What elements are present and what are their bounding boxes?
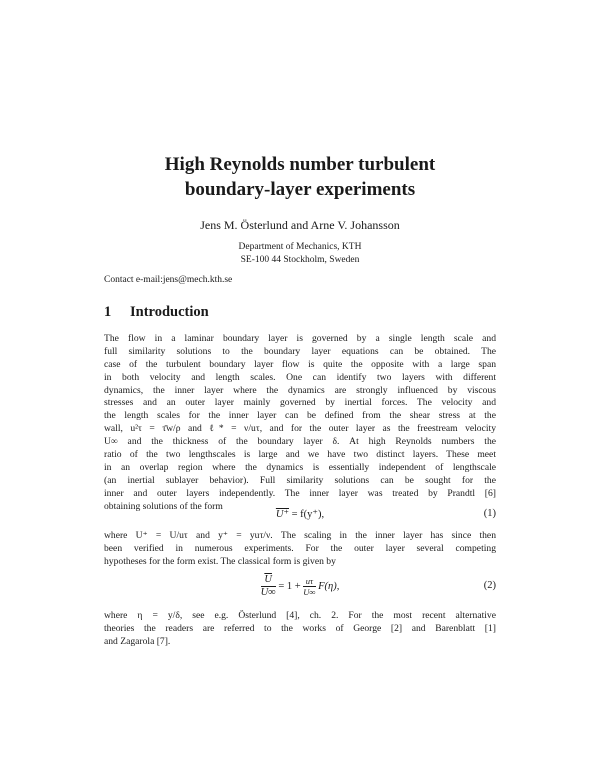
eq2-numerator: $\overline{U}$	[261, 574, 276, 587]
text-line: stresses and an outer layer mainly governed by inertial forces. The velocity and	[104, 397, 496, 409]
eq2-numerator-2: uτ	[303, 576, 315, 587]
text-line: dynamics, the inner layer where the dynamics are strongly influenced by viscous	[104, 384, 496, 396]
text-line: ratio of the two lengthscales is large and we have two distinct layers. These meet	[104, 449, 496, 461]
eq2-denominator: U∞	[260, 587, 276, 598]
text-line: in an overlap region where the dynamics is essentially independent of lengthscale	[104, 461, 496, 473]
eq2-denominator-2: U∞	[303, 587, 316, 597]
text-line: hypotheses for the form exist. The classical form is given by	[104, 555, 336, 567]
text-line: wall, u²τ = τ̄w/ρ and ℓ* = ν/uτ, and for the outer layer as the freestream velocity	[104, 423, 496, 435]
equation-number: (2)	[483, 580, 496, 591]
eq2-rhs: F(η),	[318, 580, 340, 592]
affiliation-line: SE-100 44 Stockholm, Sweden	[240, 254, 360, 265]
paragraph-references	[104, 610, 496, 649]
section-heading	[104, 304, 209, 321]
text-line: U∞ and the thickness of the boundary layer δ. At high Reynolds numbers the	[104, 436, 496, 448]
paragraph-intro	[104, 333, 496, 513]
text-line: been verified in numerous experiments. For the outer layer several competing	[104, 542, 496, 554]
text-line: case of the turbulent boundary layer flow is quite the opposite with a large span	[104, 358, 496, 370]
equation-number: (1)	[483, 508, 496, 519]
text-line: (an inertial sublayer behavior). Full similarity solutions can be sought for the	[104, 474, 496, 486]
paragraph-inner-layer	[104, 530, 496, 569]
text-line: theories the readers are referred to the works of George [2] and Barenblatt [1]	[104, 622, 496, 634]
eq1-lhs: U⁺	[275, 509, 290, 520]
contact-email: Contact e-mail:jens@mech.kth.se	[104, 275, 233, 285]
paper-title	[0, 152, 600, 202]
section-number: 1	[104, 304, 112, 320]
eq2-mid: = 1 +	[278, 580, 301, 592]
text-line: in both velocity and length scales. One can identify two layers with different	[104, 371, 496, 383]
text-line: inner and outer layers independently. The inner layer was treated by Prandtl [6]	[104, 487, 496, 499]
title-line: High Reynolds number turbulent	[164, 154, 436, 175]
text-line: The flow in a laminar boundary layer is governed by a single length scale and	[104, 333, 496, 344]
text-line: where U⁺ = U/uτ and y⁺ = yuτ/ν. The scaling in the inner layer has since then	[104, 530, 496, 541]
text-line: and Zagarola [7].	[104, 635, 171, 647]
authors: Jens M. Österlund and Arne V. Johansson	[200, 218, 400, 232]
affiliation-line: Department of Mechanics, KTH	[238, 242, 362, 252]
section-title: Introduction	[130, 304, 209, 320]
text-line: the length scales for the inner layer can be defined from the shear stress at the	[104, 410, 496, 422]
title-line: boundary-layer experiments	[184, 179, 416, 200]
eq1-rhs: = f(y⁺),	[291, 509, 325, 520]
eq2-fraction	[261, 574, 276, 599]
affiliation	[0, 241, 600, 266]
text-line: where η = y/δ, see e.g. Österlund [4], ch. 2. For the most recent alternative	[104, 610, 496, 621]
eq2-fraction-2	[303, 576, 315, 597]
text-line: obtaining solutions of the form	[104, 500, 223, 512]
text-line: full similarity solutions to the boundary layer equations can be obtained. The	[104, 345, 496, 357]
